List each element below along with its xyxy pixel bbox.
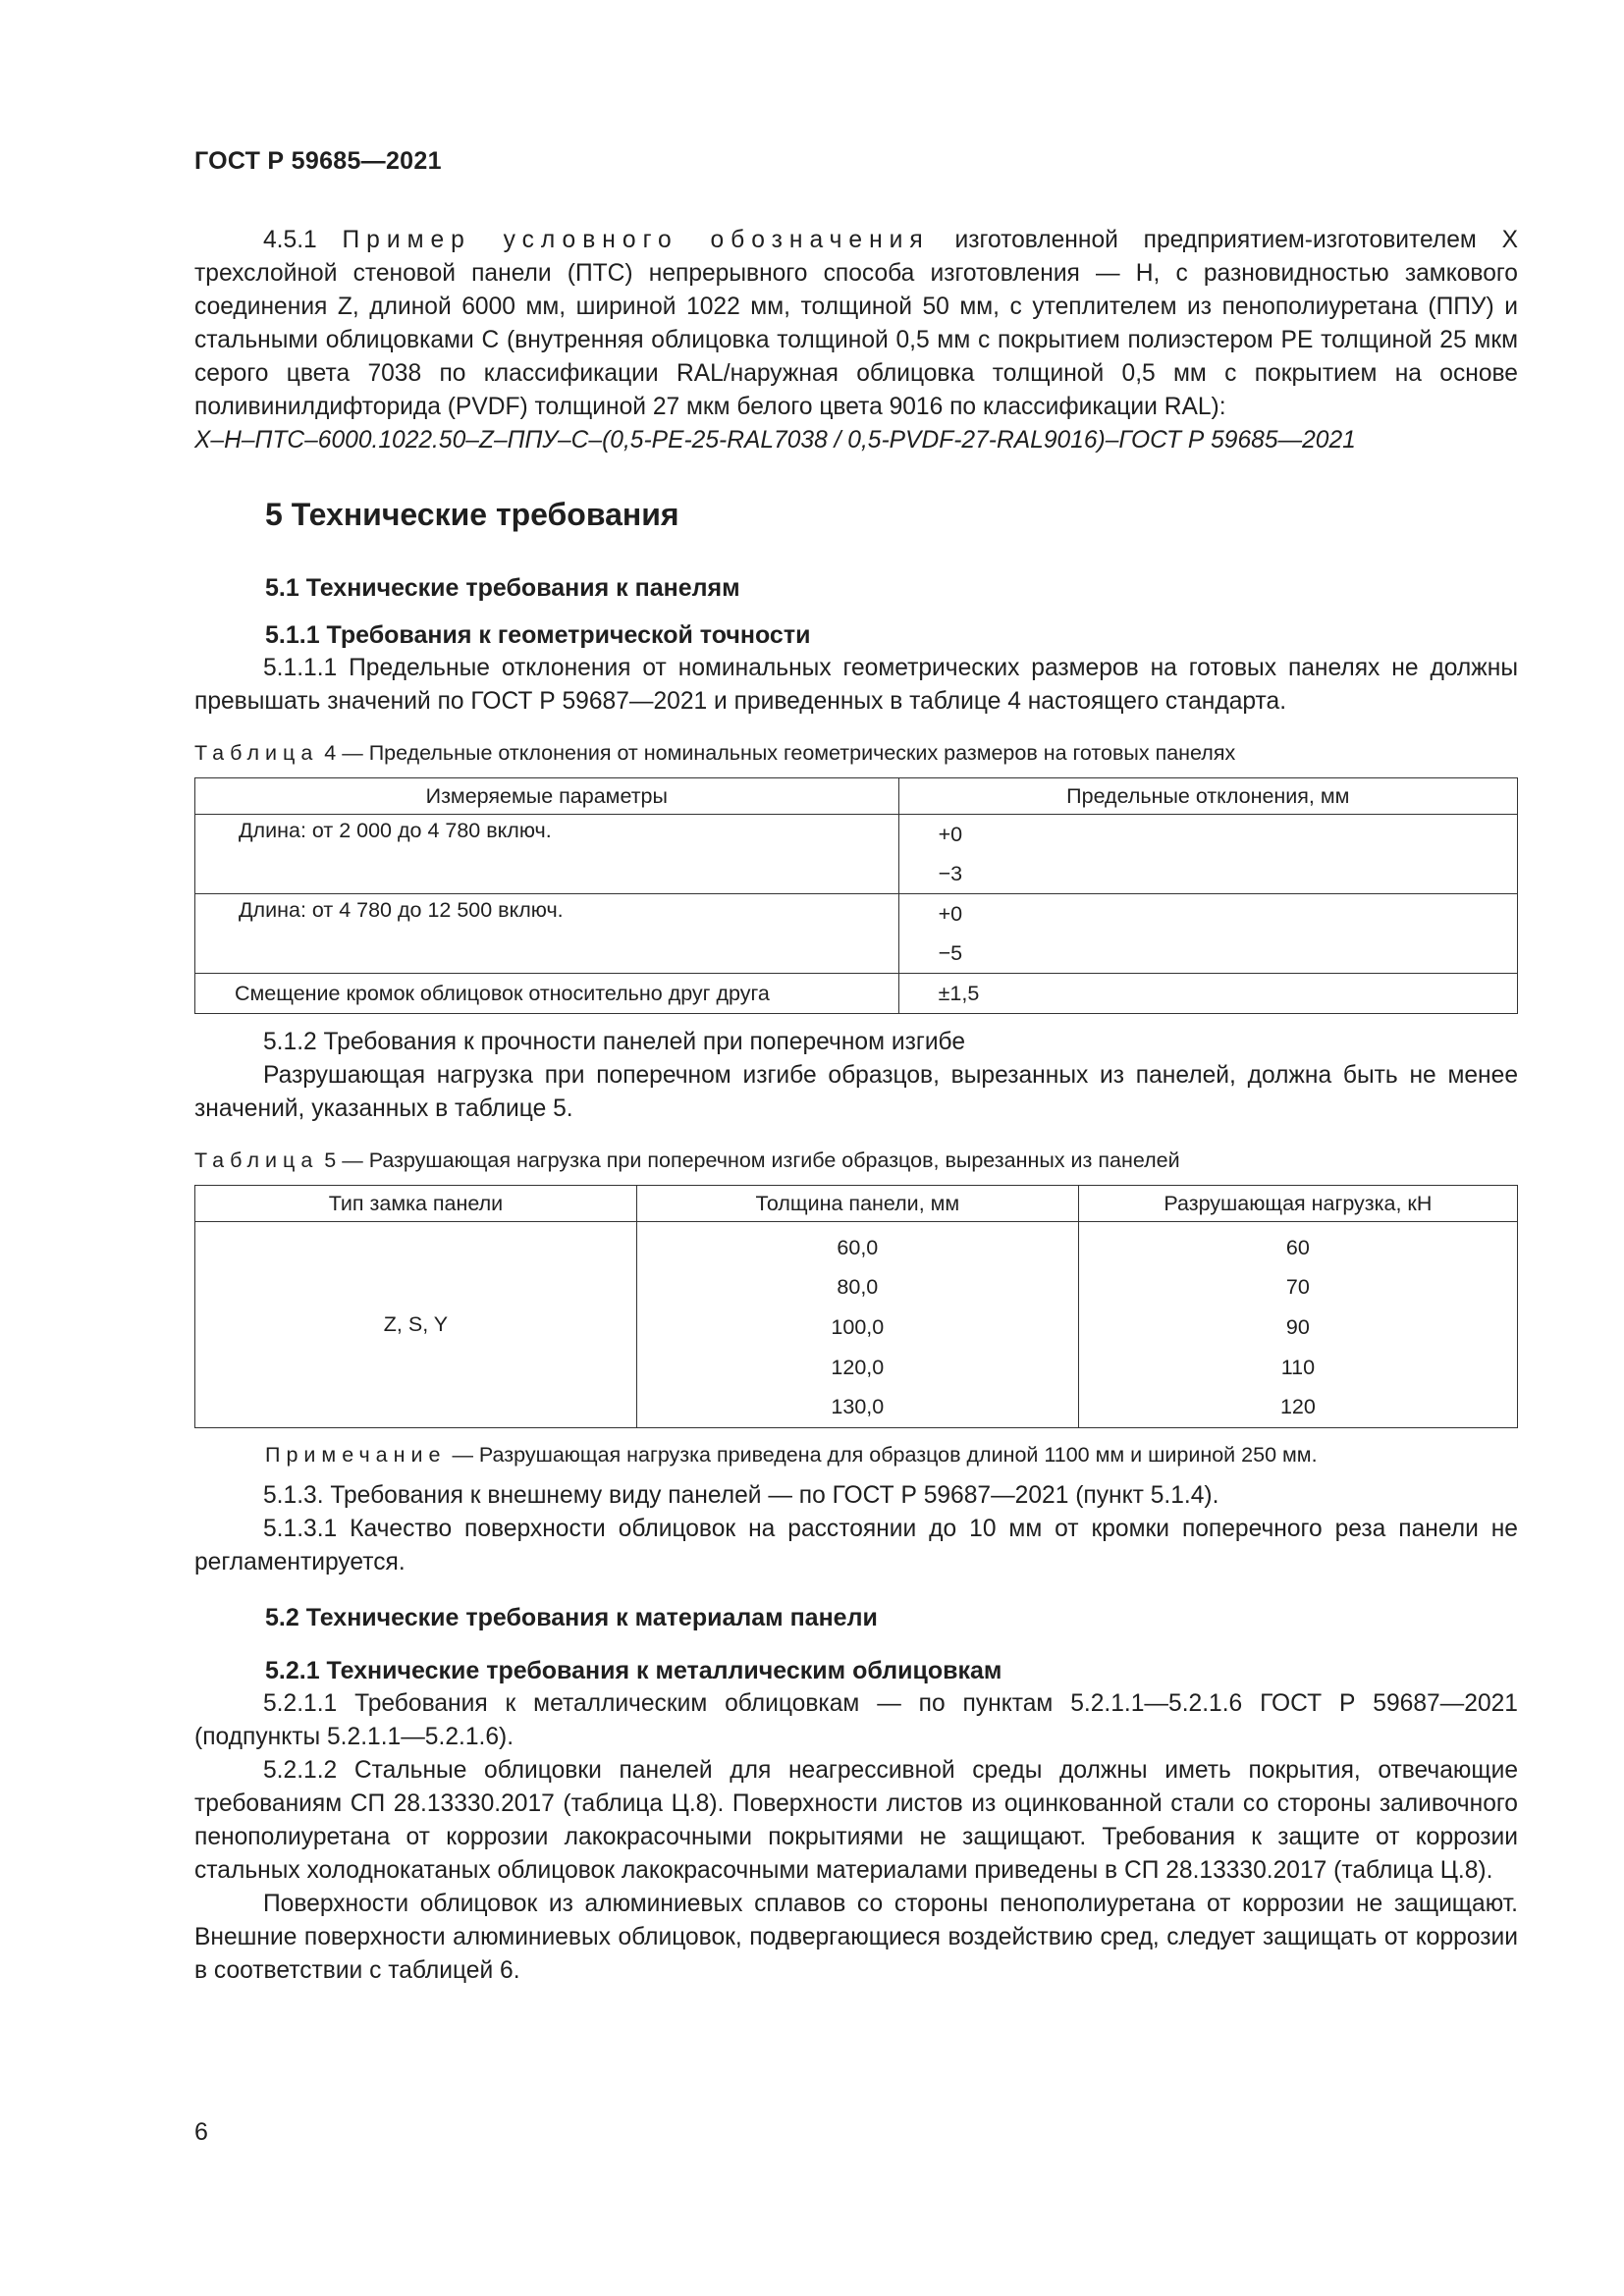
table-4-caption <box>194 738 1518 768</box>
table-cell: 80,0 <box>636 1268 1078 1308</box>
clause-number: 4.5.1 <box>263 227 317 253</box>
table-cell: +0 <box>898 894 1517 934</box>
table-row <box>195 894 1518 934</box>
table-cell: 70 <box>1078 1268 1517 1308</box>
spaced-term: Пример условного обозначения <box>342 227 930 253</box>
table-header: Толщина панели, мм <box>636 1186 1078 1222</box>
paragraph-4-5-1 <box>194 224 1518 424</box>
table-5 <box>194 1185 1518 1428</box>
table-5-note <box>265 1440 1518 1469</box>
clause-text: изготовленной предприятием-изготовителем X трехслойной стеновой панели (ПТС) непрерывного способа изготовления — Н, с разновидностью замкового соединения Z, длиной 6000 мм, шириной 1022 мм, толщиной 50 мм, с утеплителем из пенополиуретана (ППУ) и стальными облицовками С (внутренняя облицовка толщиной 0,5 мм с покрытием полиэстером PE толщиной 25 мкм серого цвета 7038 по классификации RAL/наружная облицовка толщиной 0,5 мм с покрытием на основе поливинилдифторида (PVDF) толщиной 27 мкм белого цвета 9016 по классификации RAL): <box>194 227 1518 420</box>
table-cell: −3 <box>898 854 1517 894</box>
document-header: ГОСТ Р 59685—2021 <box>194 147 442 175</box>
table-cell: −5 <box>898 934 1517 974</box>
table-cell: 60 <box>1078 1222 1517 1268</box>
section-5-1-1-title: 5.1.1 Требования к геометрической точности <box>265 621 811 649</box>
table-cell: 60,0 <box>636 1222 1078 1268</box>
note-label: Примечание <box>265 1442 447 1467</box>
page-content <box>194 224 1518 1988</box>
paragraph-5-2-1-1: 5.2.1.1 Требования к металлическим облицовкам — по пунктам 5.2.1.1—5.2.1.6 ГОСТ Р 59687—2021 (подпункты 5.2.1.1—5.2.1.6). <box>194 1689 1518 1750</box>
table-cell: 120 <box>1078 1387 1517 1427</box>
table-cell: +0 <box>898 815 1517 855</box>
paragraph-5-1-3: 5.1.3. Требования к внешнему виду панелей — по ГОСТ Р 59687—2021 (пункт 5.1.4). <box>263 1481 1219 1509</box>
table-cell: 110 <box>1078 1348 1517 1388</box>
designation-formula: X–Н–ПТС–6000.1022.50–Z–ППУ–С–(0,5-PE-25-RAL7038 / 0,5-PVDF-27-RAL9016)–ГОСТ Р 59685—2021 <box>194 427 1356 454</box>
table-row <box>195 974 1518 1014</box>
table-cell: Z, S, Y <box>195 1222 637 1428</box>
table-4 <box>194 777 1518 1014</box>
section-5-2-1-title: 5.2.1 Технические требования к металлическим облицовкам <box>265 1656 1002 1684</box>
table-caption-text: 4 — Предельные отклонения от номинальных геометрических размеров на готовых панелях <box>324 741 1236 765</box>
table-cell: Смещение кромок облицовок относительно друг друга <box>195 974 899 1014</box>
paragraph-aluminium: Поверхности облицовок из алюминиевых сплавов со стороны пенополиуретана от коррозии не защищают. Внешние поверхности алюминиевых облицовок, подвергающиеся воздействию сред, следует защищать от коррозии в соответствии с таблицей 6. <box>194 1890 1518 1984</box>
table-cell: Длина: от 4 780 до 12 500 включ. <box>195 894 899 974</box>
section-5-title: 5 Технические требования <box>265 497 679 532</box>
table-header: Измеряемые параметры <box>195 778 899 815</box>
table-5-caption <box>194 1146 1518 1175</box>
section-5-1-title: 5.1 Технические требования к панелям <box>265 574 740 602</box>
section-5-1-2-title: 5.1.2 Требования к прочности панелей при поперечном изгибе <box>263 1029 966 1055</box>
section-5-2-title: 5.2 Технические требования к материалам панели <box>265 1603 878 1631</box>
table-row <box>195 815 1518 855</box>
table-cell: Длина: от 2 000 до 4 780 включ. <box>195 815 899 894</box>
paragraph-5-1-1-1: 5.1.1.1 Предельные отклонения от номинальных геометрических размеров на готовых панелях не должны превышать значений по ГОСТ Р 59687—2021 и приведенных в таблице 4 настоящего стандарта. <box>194 655 1518 715</box>
paragraph-5-1-3-1: 5.1.3.1 Качество поверхности облицовок на расстоянии до 10 мм от кромки поперечного реза панели не регламентируется. <box>194 1515 1518 1575</box>
table-cell: 90 <box>1078 1308 1517 1348</box>
table-label: Таблица <box>194 1148 319 1172</box>
table-cell: 120,0 <box>636 1348 1078 1388</box>
table-label: Таблица <box>194 741 319 765</box>
table-cell: 130,0 <box>636 1387 1078 1427</box>
table-header: Предельные отклонения, мм <box>898 778 1517 815</box>
table-caption-text: 5 — Разрушающая нагрузка при поперечном изгибе образцов, вырезанных из панелей <box>324 1148 1180 1172</box>
table-cell: 100,0 <box>636 1308 1078 1348</box>
page-number: 6 <box>194 2118 208 2146</box>
table-header: Разрушающая нагрузка, кН <box>1078 1186 1517 1222</box>
paragraph-5-1-2: Разрушающая нагрузка при поперечном изгибе образцов, вырезанных из панелей, должна быть не менее значений, указанных в таблице 5. <box>194 1062 1518 1122</box>
note-text: — Разрушающая нагрузка приведена для образцов длиной 1100 мм и шириной 250 мм. <box>452 1442 1318 1467</box>
table-header: Тип замка панели <box>195 1186 637 1222</box>
table-cell: ±1,5 <box>898 974 1517 1014</box>
table-row <box>195 1222 1518 1268</box>
paragraph-5-2-1-2: 5.2.1.2 Стальные облицовки панелей для неагрессивной среды должны иметь покрытия, отвечающие требованиям СП 28.13330.2017 (таблица Ц.8). Поверхности листов из оцинкованной стали со стороны заливочного пенополиуретана от коррозии лакокрасочными покрытиями не защищают. Требования к защите от коррозии стальных холоднокатаных облицовок лакокрасочными материалами приведены в СП 28.13330.2017 (таблица Ц.8). <box>194 1756 1518 1884</box>
